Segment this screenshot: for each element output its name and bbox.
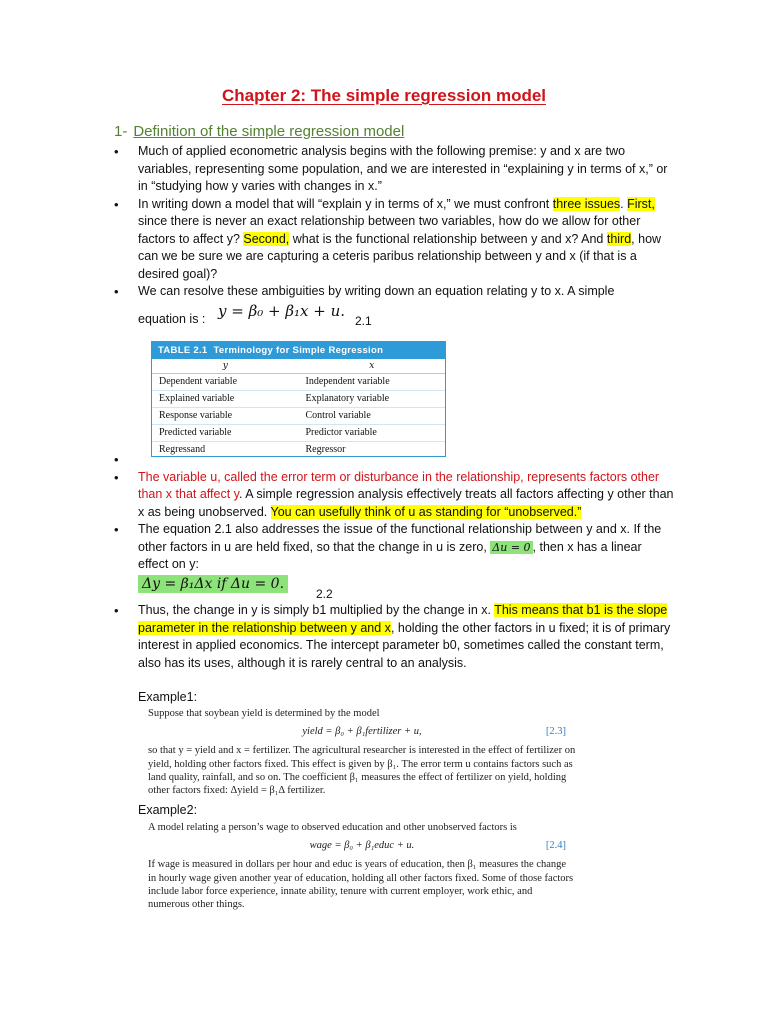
example1-text: so that y = yield and x = fertilizer. The agricultural researcher is interested in the effect of fertilizer on yield, holding other factors fixed. This effect is given by β₁. The error term u contains factors such as land quality, rainfall, and so on. The coefficient β₁ measures the effect of fertilizer on yield, holding other factors fixed: Δyield = β₁Δ fertilizer.: [148, 745, 576, 797]
bullet-empty: [114, 451, 674, 469]
bullet-premise-text: Much of applied econometric analysis begins with the following premise: y and x are two variables, representing some population, and we are interested in “explaining y in terms of x,” or in “studying how y varies with changes in x.”: [138, 144, 668, 193]
terminology-table: [151, 341, 446, 457]
section-number: 1-: [114, 123, 128, 140]
example1-intro: Suppose that soybean yield is determined by the model: [148, 708, 380, 719]
example1-equation: yield = β₀ + β₁fertilizer + u,: [302, 726, 422, 738]
highlight-first: First,: [627, 196, 655, 211]
text-run: . A simple regression analysis effectively treats all factors affecting y other than x as being unobserved.: [138, 487, 674, 519]
example2-tag: [2.4]: [545, 840, 566, 852]
highlight-third: third: [606, 231, 632, 246]
table-label: TABLE 2.1: [158, 345, 208, 356]
highlight-unobserved: You can usefully think of u as standing for “unobserved.”: [270, 504, 582, 519]
table-cell: Response variable: [159, 410, 233, 421]
section-title: Definition of the simple regression model: [133, 123, 405, 140]
example2-equation: wage = β₀ + β₁educ + u.: [309, 840, 415, 852]
bullet-functional-relationship: [114, 521, 674, 574]
table-cell: Regressand: [159, 444, 206, 455]
text-run: , how can we be sure we are capturing a ceteris paribus relationship between y and x (if that is a desired goal)?: [138, 231, 662, 281]
equation-number-2-1: 2.1: [355, 313, 372, 328]
bullet-premise: [114, 143, 674, 196]
bullet-resolve: [114, 283, 674, 301]
bullet-list-top: [114, 143, 674, 331]
table-cell: Predicted variable: [159, 427, 232, 438]
bullet-slope: [114, 602, 674, 672]
text-run: what is the functional relationship between y and x? And: [289, 231, 607, 246]
equation-2-2: Δy = β₁Δx if Δu = 0.: [138, 575, 288, 593]
text-run: The equation 2.1 also addresses the issue of the functional relationship between y and x. If the other factors in u are held fixed, so that the change in u is zero,: [138, 522, 662, 554]
bullet-list-middle: [114, 451, 674, 574]
section-heading: [114, 123, 404, 140]
example2-equation-line: [148, 839, 576, 852]
bullet-three-issues: [114, 196, 674, 284]
inline-equation-delta-u: Δu = 0: [492, 540, 531, 554]
highlight-second: Second,: [243, 231, 290, 246]
text-run: In writing down a model that will “explain y in terms of x,” we must confront: [138, 196, 553, 211]
example2-intro: A model relating a person’s wage to observed education and other unobserved factors is: [148, 822, 517, 833]
equation-number-2-2: 2.2: [316, 587, 333, 601]
table-row: [152, 374, 445, 391]
bullet-resolve-text: We can resolve these ambiguities by writing down an equation relating y to x. A simple: [138, 284, 615, 298]
example1-equation-line: [148, 725, 576, 738]
equation-2-1: y = β₀ + β₁x + u.: [218, 301, 346, 320]
table-cell: Independent variable: [305, 376, 390, 387]
table-title: Terminology for Simple Regression: [213, 345, 384, 356]
table-cell: Predictor variable: [305, 427, 377, 438]
table-cell: Dependent variable: [159, 376, 238, 387]
table-row: [152, 408, 445, 425]
text-run: , holding the other factors in u fixed; it is of primary interest in applied economics. The intercept parameter b0, sometimes called the constant term, also has its uses, although it is rarely central to an analysis.: [138, 620, 671, 670]
red-text-error-term: The variable u, called the error term or disturbance in the relationship, represents factors other than x that affect y: [138, 469, 660, 501]
example1-tag: [2.3]: [545, 726, 566, 738]
text-run: , then x has a linear effect on y:: [138, 539, 642, 571]
table-row: [152, 425, 445, 442]
bullet-error-term: [114, 469, 674, 522]
chapter-title: Chapter 2: The simple regression model: [221, 86, 547, 105]
table-cell: Explained variable: [159, 393, 235, 404]
highlight-three-issues: three issues: [552, 196, 621, 211]
text-run: Thus, the change in y is simply b1 multiplied by the change in x.: [138, 603, 495, 617]
column-y: y: [222, 361, 228, 371]
example1-excerpt: [148, 707, 576, 797]
example1-label: Example1:: [138, 690, 198, 704]
example2-excerpt: [148, 821, 576, 911]
column-x: x: [369, 361, 375, 371]
table-header: [152, 342, 445, 359]
equation-2-1-line: [114, 301, 674, 331]
table-cell: Regressor: [305, 444, 346, 455]
table-cell: Explanatory variable: [305, 393, 390, 404]
table-row: [152, 391, 445, 408]
table-columns: [152, 359, 445, 374]
bullet-list-bottom: [114, 602, 674, 672]
text-run: since there is never an exact relationship between two variables, how do we allow for other factors to affect y?: [138, 214, 641, 246]
highlight-slope-parameter: This means that b1 is the slope parameter in the relationship between y and x: [138, 603, 668, 635]
table-cell: Control variable: [305, 410, 371, 421]
example2-text: If wage is measured in dollars per hour and educ is years of education, then β₁ measures the change in hourly wage given another year of education, holding all other factors fixed. Some of those factors include labor force experience, innate ability, tenure with current employer, work ethic, and numerous other things.: [148, 859, 574, 911]
text-run: .: [620, 196, 628, 211]
example2-label: Example2:: [138, 803, 198, 817]
equation-lead: equation is :: [138, 311, 206, 326]
